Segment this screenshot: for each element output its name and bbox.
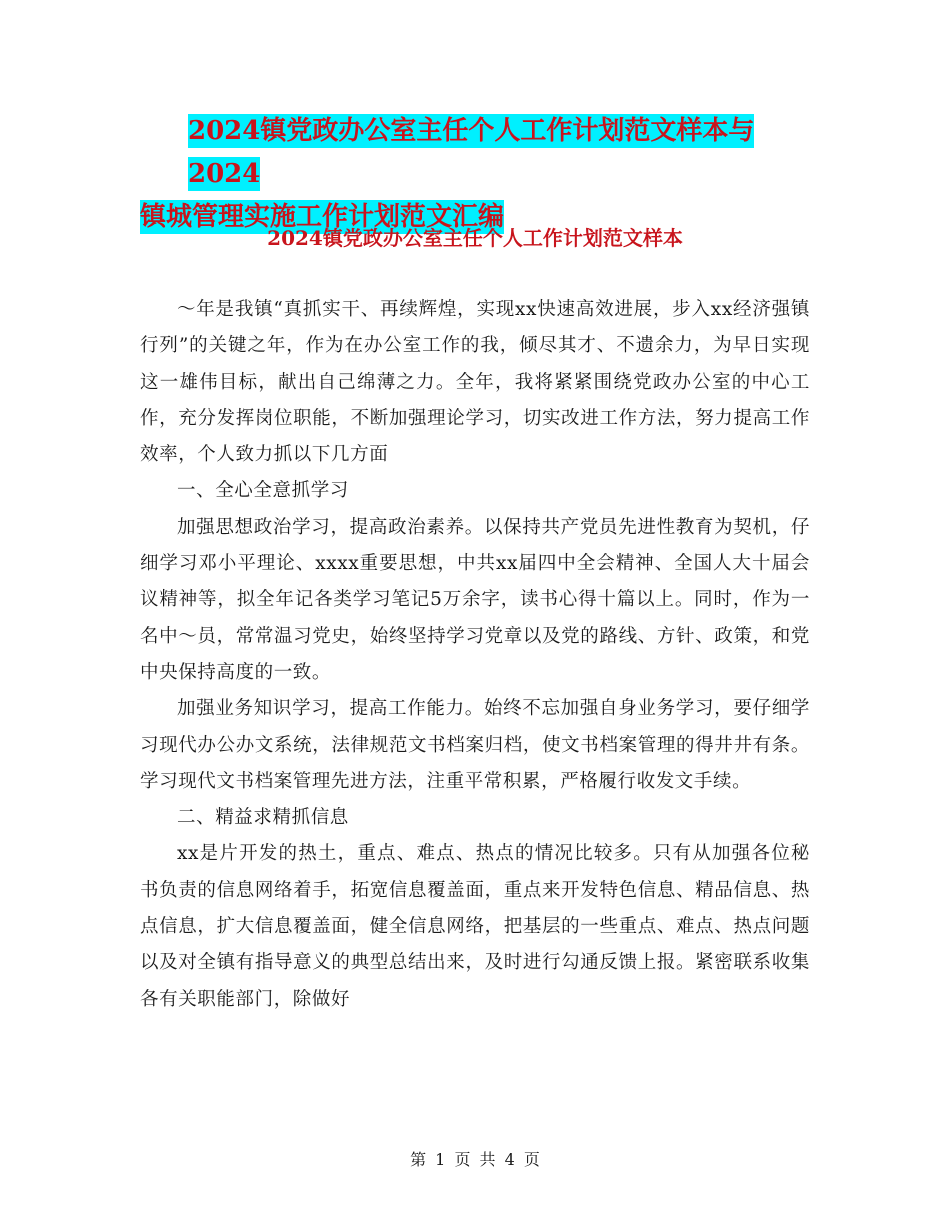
title-line-1	[140, 110, 810, 196]
paragraph-political-study: 加强思想政治学习，提高政治素养。以保持共产党员先进性教育为契机，仔细学习邓小平理论、xxxx重要思想，中共xx届四中全会精神、全国人大十届会议精神等，拟全年记各类学习笔记5万余字，读书心得十篇以上。同时，作为一名中～员，常常温习党史，始终坚持学习党章以及党的路线、方针、政策，和党中央保持高度的一致。	[140, 516, 810, 683]
paragraph-information: xx是片开发的热土，重点、难点、热点的情况比较多。只有从加强各位秘书负责的信息网络着手，拓宽信息覆盖面，重点来开发特色信息、精品信息、热点信息，扩大信息覆盖面，健全信息网络，把基层的一些重点、难点、热点问题以及对全镇有指导意义的典型总结出来，及时进行勾通反馈上报。紧密联系收集各有关职能部门，除做好	[140, 843, 810, 1010]
section-title: 2024镇党政办公室主任个人工作计划范文样本	[267, 226, 683, 250]
heading-study: 一、全心全意抓学习	[177, 480, 349, 502]
page-footer: 第 1 页 共 4 页	[410, 1150, 540, 1169]
title-highlight-2: 镇城管理实施工作计划范文汇编	[140, 202, 505, 232]
heading-information: 二、精益求精抓信息	[177, 807, 349, 829]
paragraph-intro: ～年是我镇“真抓实干、再续辉煌，实现xx快速高效进展，步入xx经济强镇行列”的关键之年，作为在办公室工作的我，倾尽其才、不遗余力，为早日实现这一雄伟目标，献出自己绵薄之力。全年，我将紧紧围绕党政办公室的中心工作，充分发挥岗位职能，不断加强理论学习，切实改进工作方法，努力提高工作效率，个人致力抓以下几方面	[140, 299, 810, 466]
title-highlight-1: 2024镇党政办公室主任个人工作计划范文样本与2024	[188, 116, 755, 189]
paragraph-business-study: 加强业务知识学习，提高工作能力。始终不忘加强自身业务学习，要仔细学习现代办公办文系统，法律规范文书档案归档，使文书档案管理的得井井有条。学习现代文书档案管理先进方法，注重平常积累，严格履行收发文手续。	[140, 698, 810, 792]
document-body	[140, 292, 810, 1018]
